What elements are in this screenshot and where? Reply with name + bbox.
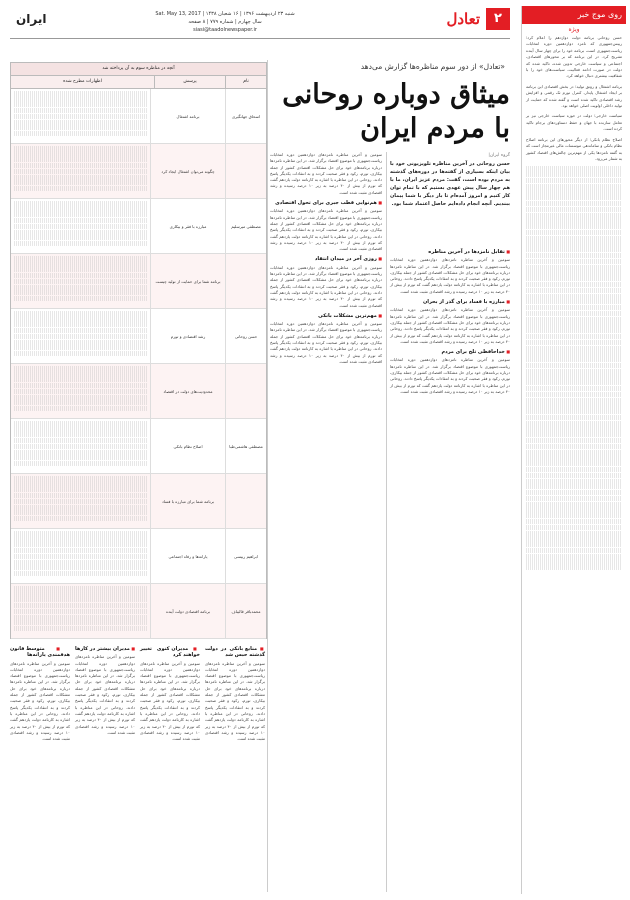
text-line-placeholder [14,389,147,394]
text-line-placeholder [526,351,622,356]
issue-line: سال چهارم | شماره ۷۷۹ | ۸ صفحه [188,19,262,25]
text-line-placeholder [14,169,147,174]
table-cell-question: مبارزه با فقر و بیکاری [150,199,225,253]
lower-column-3 [140,642,200,892]
article-subhead: ■ هم‌نوایی قطب جبری برای تحول اقتصادی [270,200,382,206]
text-line-placeholder [526,363,622,368]
text-line-placeholder [14,180,147,185]
text-line-placeholder [14,426,147,431]
article-column-1 [390,245,510,635]
table-cell-name [225,364,266,418]
table-row [11,364,266,419]
text-line-placeholder [526,432,622,437]
table-cell-question: یارانه‌ها و رفاه اجتماعی [150,529,225,583]
text-line-placeholder [14,224,147,229]
text-line-placeholder [526,386,622,391]
table-row [11,89,266,144]
text-line-placeholder [14,241,147,246]
text-line-placeholder [526,334,622,339]
table-cell-statements [11,529,150,583]
table-row [11,144,266,199]
text-line-placeholder [14,554,147,559]
date-line: شنبه ۲۳ اردیبهشت ۱۳۹۶ | ۱۶ شعبان ۱۴۳۸ | Sat. May 13, 2017 [155,11,295,17]
text-line-placeholder [14,377,147,382]
text-line-placeholder [526,346,622,351]
text-line-placeholder [14,131,147,136]
text-line-placeholder [14,125,147,130]
text-line-placeholder [526,172,622,177]
text-line-placeholder [14,536,147,541]
text-line-placeholder [526,392,622,397]
text-line-placeholder [14,334,147,339]
text-line-placeholder [526,247,622,252]
lower-column-2 [75,642,135,892]
table-row [11,529,266,584]
text-line-placeholder [526,317,622,322]
text-line-placeholder [526,554,622,559]
text-line-placeholder [14,328,147,333]
text-line-placeholder [14,438,147,443]
sidebar-title: روی موج خبر [522,6,626,24]
headline-line-1: میثاق دوباره روحانی [282,79,510,110]
page-number: ۲ [486,8,510,30]
text-line-placeholder [14,206,147,211]
text-line-placeholder [526,536,622,541]
text-line-placeholder [526,201,622,206]
table-cell-name: ابراهیم رییسی [225,529,266,583]
text-line-placeholder [14,383,147,388]
sidebar-news-wave [521,6,626,894]
text-line-placeholder [526,253,622,258]
text-line-placeholder [14,400,147,405]
text-line-placeholder [14,201,147,206]
text-line-placeholder [526,444,622,449]
text-line-placeholder [526,166,622,171]
text-line-placeholder [14,516,147,521]
text-line-placeholder [526,467,622,472]
lower-body: سومین و آخرین مناظره نامزدهای دوازدهمین دوره انتخابات ریاست‌جمهوری با موضوع اقتصاد برگزار شد. در این مناظره نامزدها درباره برنامه‌های خود برای حل مشکلات اقتصادی کشور از جمله بیکاری، تورم، رکود و فقر صحبت کردند و به انتقادات یکدیگر پاسخ دادند. روحانی در این مناظره با اشاره به کارنامه دولت یازدهم گفت که تورم از بیش از ۴۰ درصد به زیر ۱۰ درصد رسیده و رشد اقتصادی مثبت شده است. [10,660,70,742]
email[interactable]: siasi@taadolnewspaper.ir [193,27,257,33]
article-body: سومین و آخرین مناظره نامزدهای دوازدهمین دوره انتخابات ریاست‌جمهوری با موضوع اقتصاد برگزار شد. در این مناظره نامزدها درباره برنامه‌های خود برای حل مشکلات اقتصادی کشور از جمله بیکاری، تورم، رکود و فقر صحبت کردند و به انتقادات یکدیگر پاسخ دادند. روحانی در این مناظره با اشاره به کارنامه دولت یازدهم گفت که تورم از بیش از ۴۰ درصد به زیر ۱۰ درصد رسیده و رشد اقتصادی مثبت شده است. [270,264,383,308]
text-line-placeholder [14,91,147,96]
text-line-placeholder [526,184,622,189]
text-line-placeholder [14,186,147,191]
text-line-placeholder [14,395,147,400]
article-body: سومین و آخرین مناظره نامزدهای دوازدهمین دوره انتخابات ریاست‌جمهوری با موضوع اقتصاد برگزار شد. در این مناظره نامزدها درباره برنامه‌های خود برای حل مشکلات اقتصادی کشور از جمله بیکاری، تورم، رکود و فقر صحبت کردند و به انتقادات یکدیگر پاسخ دادند. روحانی در این مناظره با اشاره به کارنامه دولت یازدهم گفت که تورم از بیش از ۴۰ درصد به زیر ۱۰ درصد رسیده و رشد اقتصادی مثبت شده است. [390,357,510,394]
text-line-placeholder [14,597,147,602]
table-cell-statements [11,254,150,308]
table-cell-name [225,144,266,198]
text-line-placeholder [14,279,147,284]
table-cell-name [225,474,266,528]
text-line-placeholder [14,212,147,217]
table-cell-name: اسحاق جهانگیری [225,89,266,143]
article-subhead: ■ مبارزه با فساد برای گذر از بحران [390,299,510,305]
table-cell-statements [11,364,150,418]
column-divider [386,152,387,892]
article-body: سومین و آخرین مناظره نامزدهای دوازدهمین دوره انتخابات ریاست‌جمهوری با موضوع اقتصاد برگزار شد. در این مناظره نامزدها درباره برنامه‌های خود برای حل مشکلات اقتصادی کشور از جمله بیکاری، تورم، رکود و فقر صحبت کردند و به انتقادات یکدیگر پاسخ دادند. روحانی در این مناظره با اشاره به کارنامه دولت یازدهم گفت که تورم از بیش از ۴۰ درصد به زیر ۱۰ درصد رسیده و رشد اقتصادی مثبت شده است. [390,257,510,294]
text-line-placeholder [526,213,622,218]
text-line-placeholder [14,151,147,156]
text-line-placeholder [14,120,147,125]
text-line-placeholder [526,189,622,194]
text-line-placeholder [526,513,622,518]
text-line-placeholder [14,505,147,510]
text-line-placeholder [526,525,622,530]
text-line-placeholder [14,163,147,168]
table-cell-question: چگونه می‌توان اشتغال ایجاد کرد [150,144,225,198]
text-line-placeholder [526,276,622,281]
sidebar-body [522,35,626,570]
date-block [100,10,350,34]
text-line-placeholder [526,519,622,524]
text-line-placeholder [14,571,147,576]
text-line-placeholder [14,487,147,492]
sidebar-filler-text [526,166,622,570]
lower-body: سومین و آخرین مناظره نامزدهای دوازدهمین دوره انتخابات ریاست‌جمهوری با موضوع اقتصاد برگزار شد. در این مناظره نامزدها درباره برنامه‌های خود برای حل مشکلات اقتصادی کشور از جمله بیکاری، تورم، رکود و فقر صحبت کردند و به انتقادات یکدیگر پاسخ دادند. روحانی در این مناظره با اشاره به کارنامه دولت یازدهم گفت که تورم از بیش از ۴۰ درصد به زیر ۱۰ درصد رسیده و رشد اقتصادی مثبت شده است. [75,654,135,735]
text-line-placeholder [526,455,622,460]
text-line-placeholder [14,481,147,486]
text-line-placeholder [14,620,147,625]
text-line-placeholder [14,499,147,504]
table-cell-name: حسن روحانی [225,309,266,363]
text-line-placeholder [14,609,147,614]
text-line-placeholder [14,235,147,240]
text-line-placeholder [526,374,622,379]
text-line-placeholder [526,461,622,466]
text-line-placeholder [526,288,622,293]
text-line-placeholder [526,265,622,270]
text-line-placeholder [526,479,622,484]
table-cell-name: مصطفی میرسلیم [225,199,266,253]
text-line-placeholder [526,305,622,310]
text-line-placeholder [526,473,622,478]
article-subhead: ■ روزی آخر در میدان انتقاد [270,256,382,262]
text-line-placeholder [14,175,147,180]
text-line-placeholder [526,299,622,304]
text-line-placeholder [526,421,622,426]
text-line-placeholder [526,380,622,385]
text-line-placeholder [526,270,622,275]
text-line-placeholder [526,178,622,183]
text-line-placeholder [14,146,147,151]
column-divider [267,60,268,892]
table-header-statements: اظهارات مطرح شده [63,79,102,84]
article-body: سومین و آخرین مناظره نامزدهای دوازدهمین دوره انتخابات ریاست‌جمهوری با موضوع اقتصاد برگزار شد. در این مناظره نامزدها درباره برنامه‌های خود برای حل مشکلات اقتصادی کشور از جمله بیکاری، تورم، رکود و فقر صحبت کردند و به انتقادات یکدیگر پاسخ دادند. روحانی در این مناظره با اشاره به کارنامه دولت یازدهم گفت که تورم از بیش از ۴۰ درصد به زیر ۱۰ درصد رسیده و رشد اقتصادی مثبت شده است. [270,152,383,195]
text-line-placeholder [14,444,147,449]
text-line-placeholder [526,548,622,553]
text-line-placeholder [526,409,622,414]
headline-line-2: با مردم ایران [360,113,510,144]
text-line-placeholder [14,157,147,162]
table-header-question: پرسش [154,76,225,88]
article-subhead: ■ تقابل نامزدها در آخرین مناظره [390,249,510,255]
table-cell-statements [11,584,150,638]
text-line-placeholder [526,559,622,564]
text-line-placeholder [14,345,147,350]
table-row [11,254,266,309]
text-line-placeholder [526,282,622,287]
lower-subhead: ■ منابع بانکی در دولت گذشته حبس شد [205,646,265,659]
section-label: ایران [16,12,47,26]
text-line-placeholder [14,450,147,455]
text-line-placeholder [526,328,622,333]
table-row [11,584,266,639]
table-cell-statements [11,199,150,253]
text-line-placeholder [14,476,147,481]
text-line-placeholder [14,560,147,565]
text-line-placeholder [526,507,622,512]
article-body: سومین و آخرین مناظره نامزدهای دوازدهمین دوره انتخابات ریاست‌جمهوری با موضوع اقتصاد برگزار شد. در این مناظره نامزدها درباره برنامه‌های خود برای حل مشکلات اقتصادی کشور از جمله بیکاری، تورم، رکود و فقر صحبت کردند و به انتقادات یکدیگر پاسخ دادند. روحانی در این مناظره با اشاره به کارنامه دولت یازدهم گفت که تورم از بیش از ۴۰ درصد به زیر ۱۰ درصد رسیده و رشد اقتصادی مثبت شده است. [270,208,383,252]
table-cell-question: برنامه اقتصادی دولت آینده [150,584,225,638]
article-column-2 [270,152,382,635]
table-cell-question: محدودیت‌های دولت در اقتصاد [150,364,225,418]
text-line-placeholder [14,510,147,515]
text-line-placeholder [14,108,147,113]
text-line-placeholder [14,548,147,553]
text-line-placeholder [526,230,622,235]
text-line-placeholder [526,484,622,489]
table-cell-name: مصطفی هاشمی‌طبا [225,419,266,473]
sidebar-paragraph: سیاست خارجی؛ دولت در حوزه سیاست خارجی نیز بر تعامل سازنده با جهان و حفظ دستاوردهای برجام تاکید کرده است. [526,113,622,132]
text-line-placeholder [14,96,147,101]
table-row [11,419,266,474]
text-line-placeholder [14,586,147,591]
table-row [11,309,266,364]
text-line-placeholder [14,218,147,223]
text-line-placeholder [526,369,622,374]
text-line-placeholder [526,565,622,570]
lower-body: سومین و آخرین مناظره نامزدهای دوازدهمین دوره انتخابات ریاست‌جمهوری با موضوع اقتصاد برگزار شد. در این مناظره نامزدها درباره برنامه‌های خود برای حل مشکلات اقتصادی کشور از جمله بیکاری، تورم، رکود و فقر صحبت کردند و به انتقادات یکدیگر پاسخ دادند. روحانی در این مناظره با اشاره به کارنامه دولت یازدهم گفت که تورم از بیش از ۴۰ درصد به زیر ۱۰ درصد رسیده و رشد اقتصادی مثبت شده است. [140,660,200,742]
text-line-placeholder [14,565,147,570]
text-line-placeholder [526,294,622,299]
article-body: سومین و آخرین مناظره نامزدهای دوازدهمین دوره انتخابات ریاست‌جمهوری با موضوع اقتصاد برگزار شد. در این مناظره نامزدها درباره برنامه‌های خود برای حل مشکلات اقتصادی کشور از جمله بیکاری، تورم، رکود و فقر صحبت کردند و به انتقادات یکدیگر پاسخ دادند. روحانی در این مناظره با اشاره به کارنامه دولت یازدهم گفت که تورم از بیش از ۴۰ درصد به زیر ۱۰ درصد رسیده و رشد اقتصادی مثبت شده است. [270,321,383,364]
text-line-placeholder [526,398,622,403]
lower-subhead: ■ مدیران بیشتر در کارها [75,646,135,652]
text-line-placeholder [14,421,147,426]
text-line-placeholder [526,207,622,212]
text-line-placeholder [14,256,147,261]
lower-column-1 [10,642,70,892]
text-line-placeholder [526,496,622,501]
lead-tag: گروه ایران| [488,153,510,158]
table-cell-question: اصلاح نظام بانکی [150,419,225,473]
text-line-placeholder [526,426,622,431]
article-lead [390,152,510,208]
text-line-placeholder [14,296,147,301]
text-line-placeholder [526,438,622,443]
text-line-placeholder [14,371,147,376]
table-header-row [11,76,266,89]
table-cell-statements [11,144,150,198]
article-subhead: ■ خداحافظی تلخ برای مردم [390,349,510,355]
text-line-placeholder [14,316,147,321]
text-line-placeholder [526,542,622,547]
newspaper-logo: تعادل [446,10,480,28]
text-line-placeholder [14,267,147,272]
text-line-placeholder [526,531,622,536]
article-headline [270,78,510,146]
text-line-placeholder [526,450,622,455]
lower-subhead: ■ مدیران کنوی تغییر خواهند کرد [140,646,200,659]
text-line-placeholder [14,322,147,327]
table-cell-statements [11,419,150,473]
lead-text: حسن روحانی در آخرین مناظره تلویزیونی خود با بیان اینکه بسیاری از گفته‌ها در دوره‌های گذشته به مردم بوده است، گفت: مردم عزیز ایران، ما با هم چهار سال پیش عهدی بستیم که با تمام توان کار کنیم و امروز آمده‌ام تا بار دیگر با شما پیمان ببندیم. آنچه انجام داده‌ایم حاصل اعتماد شما بود. [390,161,510,207]
text-line-placeholder [526,502,622,507]
table-cell-question: رشد اقتصادی و تورم [150,309,225,363]
table-cell-statements [11,89,150,143]
text-line-placeholder [14,311,147,316]
sidebar-paragraph: برنامه اشتغال و رونق تولید؛ در بخش اقتصادی این برنامه بر ایجاد اشتغال پایدار، کنترل تورم تک رقمی و افزایش رشد اقتصادی تاکید شده است و گفته شده که حمایت از تولید داخلی اولویت اصلی خواهد بود. [526,83,622,109]
text-line-placeholder [14,591,147,596]
table-row [11,474,266,529]
table-body [11,89,266,639]
text-line-placeholder [526,241,622,246]
text-line-placeholder [14,351,147,356]
article-kicker: «تعادل» از دور سوم مناظره‌ها گزارش می‌دهد [360,62,505,71]
text-line-placeholder [526,403,622,408]
article-subhead: ■ مهم‌ترین مشکلات بانکی [270,313,382,319]
text-line-placeholder [526,218,622,223]
text-line-placeholder [526,259,622,264]
table-cell-question: برنامه شما برای مبارزه با فساد [150,474,225,528]
text-line-placeholder [14,542,147,547]
debate-summary-table [10,62,267,639]
lower-column-4 [205,642,265,892]
text-line-placeholder [526,322,622,327]
text-line-placeholder [14,455,147,460]
sidebar-paragraph: حسن روحانی برنامه دولت دوازدهم را اعلام کرد؛ رییس‌جمهوری که نامزد دوازدهمین دوره انتخابات ریاست‌جمهوری است، برنامه خود را برای چهار سال آینده تشریح کرد. در این برنامه که بر محورهای اقتصادی، اجتماعی و سیاست خارجی تدوین شده، تاکید شده که دولت در صورت ادامه فعالیت، سیاست‌های خود را با شفافیت بیشتری دنبال خواهد کرد. [526,35,622,79]
lower-subhead: ■ متوسط قانون هدفمندی یارانه‌ها [10,646,70,659]
table-header-name: نام [225,76,266,88]
text-line-placeholder [526,415,622,420]
text-line-placeholder [14,340,147,345]
text-line-placeholder [14,290,147,295]
text-line-placeholder [14,406,147,411]
text-line-placeholder [14,461,147,466]
text-line-placeholder [526,340,622,345]
text-line-placeholder [14,626,147,631]
text-line-placeholder [14,493,147,498]
text-line-placeholder [14,230,147,235]
table-cell-question: برنامه شما برای حمایت از تولید چیست [150,254,225,308]
text-line-placeholder [526,236,622,241]
table-title: آنچه در مناظره سوم به آن پرداخته شد [11,63,266,76]
table-cell-statements [11,309,150,363]
text-line-placeholder [14,102,147,107]
text-line-placeholder [526,195,622,200]
table-cell-question: برنامه اشتغال [150,89,225,143]
sidebar-paragraph: اصلاح نظام بانکی؛ از دیگر محورهای این برنامه اصلاح نظام بانکی و ساماندهی موسسات مالی غیرمجاز است که به گفته نامزدها یکی از مهم‌ترین چالش‌های اقتصاد کشور به شمار می‌رود. [526,136,622,161]
text-line-placeholder [14,615,147,620]
text-line-placeholder [14,531,147,536]
text-line-placeholder [14,366,147,371]
text-line-placeholder [526,224,622,229]
sidebar-subtitle: ویژه [568,26,580,33]
text-line-placeholder [14,273,147,278]
lower-body: سومین و آخرین مناظره نامزدهای دوازدهمین دوره انتخابات ریاست‌جمهوری با موضوع اقتصاد برگزار شد. در این مناظره نامزدها درباره برنامه‌های خود برای حل مشکلات اقتصادی کشور از جمله بیکاری، تورم، رکود و فقر صحبت کردند و به انتقادات یکدیگر پاسخ دادند. روحانی در این مناظره با اشاره به کارنامه دولت یازدهم گفت که تورم از بیش از ۴۰ درصد به زیر ۱۰ درصد رسیده و رشد اقتصادی مثبت شده است. [205,660,265,742]
text-line-placeholder [14,603,147,608]
text-line-placeholder [14,114,147,119]
text-line-placeholder [14,285,147,290]
table-cell-name: محمدباقر قالیباف [225,584,266,638]
text-line-placeholder [526,357,622,362]
text-line-placeholder [14,261,147,266]
table-cell-name [225,254,266,308]
table-cell-statements [11,474,150,528]
text-line-placeholder [526,311,622,316]
text-line-placeholder [526,490,622,495]
article-body: سومین و آخرین مناظره نامزدهای دوازدهمین دوره انتخابات ریاست‌جمهوری با موضوع اقتصاد برگزار شد. در این مناظره نامزدها درباره برنامه‌های خود برای حل مشکلات اقتصادی کشور از جمله بیکاری، تورم، رکود و فقر صحبت کردند و به انتقادات یکدیگر پاسخ دادند. روحانی در این مناظره با اشاره به کارنامه دولت یازدهم گفت که تورم از بیش از ۴۰ درصد به زیر ۱۰ درصد رسیده و رشد اقتصادی مثبت شده است. [390,307,510,344]
masthead [10,6,510,39]
text-line-placeholder [14,432,147,437]
table-row [11,199,266,254]
